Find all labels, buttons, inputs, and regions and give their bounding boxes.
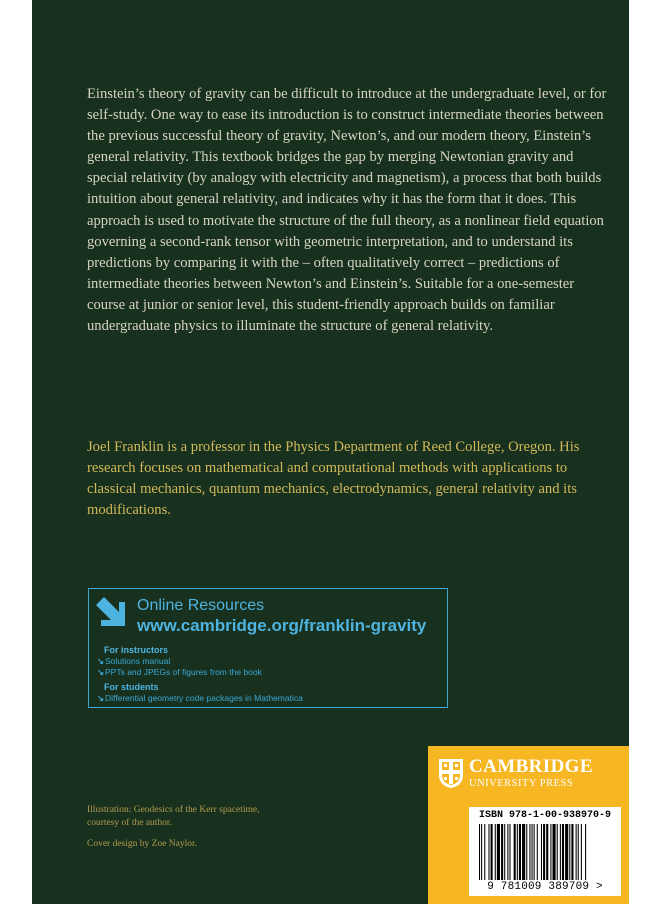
isbn-label: ISBN 978-1-00-938970-9: [478, 810, 612, 821]
arrow-bullet-icon: ↘: [97, 656, 105, 666]
list-item: [97, 693, 303, 704]
list-item: [97, 656, 170, 667]
illustration-credit-line1: Illustration: Geodesics of the Kerr spacetime,: [87, 805, 260, 815]
resources-url-link[interactable]: www.cambridge.org/franklin-gravity: [137, 616, 427, 635]
barcode-bars: [479, 824, 617, 880]
publisher-band: [428, 746, 629, 904]
students-heading: For students: [104, 682, 159, 692]
author-bio: Joel Franklin is a professor in the Physics Department of Reed College, Oregon. His research focuses on mathematical and computational methods with applications to classical mechanics, quantum mechanics, electrodynamics, general relativity and its modifications.: [87, 439, 580, 519]
arrow-bullet-icon: ↘: [97, 693, 105, 703]
resources-title: Online Resources: [137, 597, 265, 614]
instructors-heading: For instructors: [104, 645, 169, 655]
barcode: [469, 807, 621, 896]
arrow-bullet-icon: ↘: [97, 667, 105, 677]
cover-design-credit: Cover design by Zoe Naylor.: [87, 839, 198, 849]
resource-item-label: Solutions manual: [105, 656, 171, 666]
arrow-icon: [93, 594, 129, 630]
cambridge-shield-icon: [438, 758, 464, 789]
resource-item-label: PPTs and JPEGs of figures from the book: [105, 667, 262, 677]
illustration-credit-line2: courtesy of the author.: [87, 818, 172, 828]
publisher-name: CAMBRIDGE: [469, 756, 593, 777]
publisher-subname: UNIVERSITY PRESS: [469, 778, 574, 789]
book-blurb: Einstein’s theory of gravity can be difficult to introduce at the undergraduate level, or for self-study. One way to ease its introduction is to construct intermediate theories between the previous successful theory of gravity, Newton’s, and our modern theory, Einstein’s general relativity. This textbook bridges the gap by merging Newtonian gravity and special relativity (by analogy with electricity and magnetism), a process that both builds intuition about general relativity, and indicates why it has the form that it does. This approach is used to motivate the structure of the full theory, as a nonlinear field equation governing a second-rank tensor with geometric interpretation, and to understand its predictions by comparing it with the – often qualitatively correct – predictions of intermediate theories between Newton’s and Einstein’s. Suitable for a one-semester course at junior or senior level, this student-friendly approach builds on familiar undergraduate physics to illuminate the structure of general relativity.: [87, 86, 607, 335]
ean-number: 9 781009 389709 >: [487, 881, 603, 893]
list-item: [97, 667, 262, 678]
online-resources-box: [88, 588, 448, 708]
resource-item-label: Differential geometry code packages in Mathematica: [105, 693, 303, 703]
illustration-credit: [87, 804, 260, 830]
